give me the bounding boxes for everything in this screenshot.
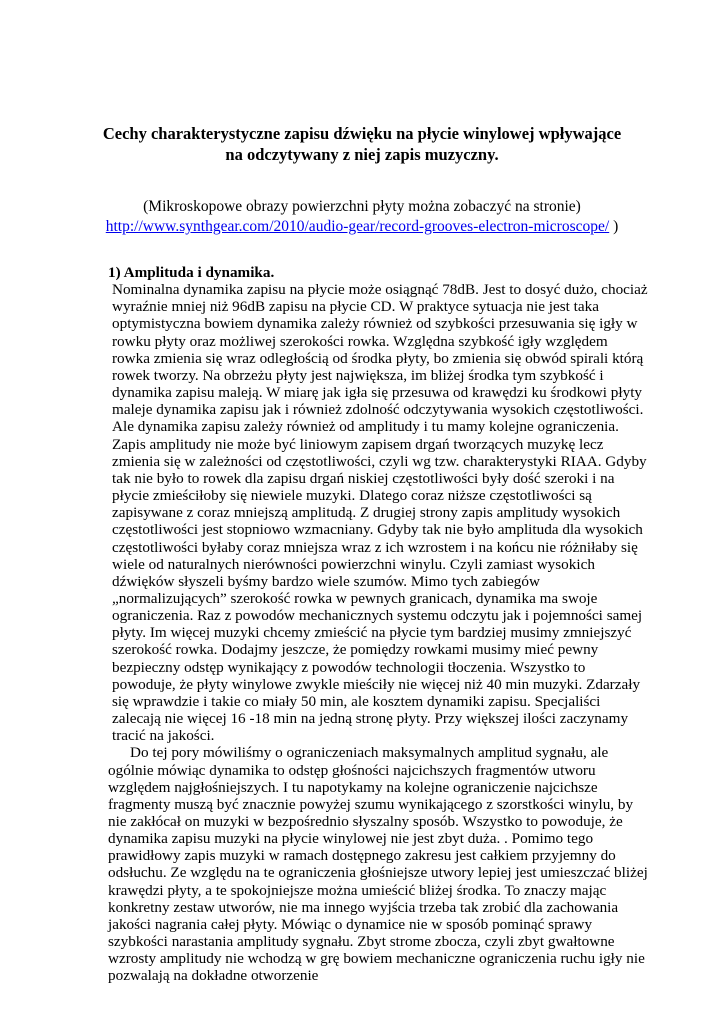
source-link[interactable]: http://www.synthgear.com/2010/audio-gear/record-grooves-electron-microscope/ [105, 218, 610, 235]
source-note-closing: ) [609, 218, 619, 235]
section-amplitude-dynamics [108, 264, 648, 985]
source-note-text: (Mikroskopowe obrazy powierzchni płyty można zobaczyć na stronie) [143, 198, 581, 215]
source-note [60, 197, 664, 237]
paragraph-2: Do tej pory mówiliśmy o ograniczeniach maksymalnych amplitud sygnału, ale ogólnie mówiąc dynamika to odstęp głośności najcichszych fragmentów utworu względem najgłośniejszych. I tu napotykamy na kolejne ograniczenie najcichsze fragmenty muszą być znacznie powyżej szumu wynikającego z szorstkości winylu, by nie zakłócał on muzyki w bezpośrednio słyszalny sposób. Wszystko to powoduje, że dynamika zapisu muzyki na płycie winylowej nie jest zbyt duża. . Pomimo tego prawidłowy zapis muzyki w ramach dostępnego zakresu jest całkiem przyjemny do odsłuchu. Ze względu na te ograniczenia głośniejsze utwory lepiej jest umieszczać bliżej krawędzi płyty, a te spokojniejsze można umieścić bliżej środka. To znaczy mając konkretny zestaw utworów, nie ma innego wyjścia trzeba tak zrobić dla zachowania jakości nagrania całej płyty. Mówiąc o dynamice nie w sposób pominąć sprawy szybkości narastania amplitudy sygnału. Zbyt strome zbocza, czyli zbyt gwałtowne wzrosty amplitudy nie wchodzą w grę bowiem mechaniczne ograniczenia ruchu igły nie pozwalają na dokładne otworzenie [108, 744, 648, 985]
title-line-2: na odczytywany z niej zapis muzyczny. [225, 145, 499, 164]
paragraph-1: Nominalna dynamika zapisu na płycie może osiągnąć 78dB. Jest to dosyć dużo, chociaż wyraźnie mniej niż 96dB zapisu na płycie CD. W praktyce sytuacja nie jest taka optymistyczna bowiem dynamika zależy również od szybkości przesuwania się igły w rowku płyty oraz możliwej szerokości rowka. Względna szybkość igły względem rowka zmienia się wraz odległością od środka płyty, bo zmienia się obwód spirali którą rowek tworzy. Na obrzeżu płyty jest największa, im bliżej środka tym szybkość i dynamika zapisu maleją. W miarę jak igła się przesuwa od krawędzi ku środkowi płyty maleje dynamika zapisu jak i również zdolność odczytywania wysokich częstotliwości. Ale dynamika zapisu zależy również od amplitudy i tu mamy kolejne ograniczenia. Zapis amplitudy nie może być liniowym zapisem drgań tworzących muzykę lecz zmienia się w zależności od częstotliwości, czyli wg tzw. charakterystyki RIAA. Gdyby tak nie było to rowek dla zapisu drgań niskiej częstotliwości były dość szeroki i na płycie zmieściłoby się niewiele muzyki. Dlatego coraz niższe częstotliwości są zapisywane z coraz mniejszą amplitudą. Z drugiej strony zapis amplitudy wysokich częstotliwości jest stopniowo wzmacniany. Gdyby tak nie było amplituda dla wysokich częstotliwości byłaby coraz mniejsza wraz z ich wzrostem i na końcu nie różniłaby się wiele od naturalnych nierówności powierzchni winylu. Czyli zamiast wysokich dźwięków słyszeli byśmy bardzo wiele szumów. Mimo tych zabiegów „normalizujących” szerokość rowka w pewnych granicach, dynamika ma swoje ograniczenia. Raz z powodów mechanicznych systemu odczytu jak i pojemności samej płyty. Im więcej muzyki chcemy zmieścić na płycie tym bardziej musimy zmniejszyć szerokość rowka. Dodajmy jeszcze, że pomiędzy rowkami musimy mieć pewny bezpieczny odstęp wynikający z powodów technologii tłoczenia. Wszystko to powoduje, że płyty winylowe zwykle mieściły nie więcej niż 40 min muzyki. Zdarzały się wprawdzie i takie co miały 50 min, ale kosztem dynamiki zapisu. Specjaliści zalecają nie więcej 16 -18 min na jedną stronę płyty. Przy większej ilości zaczynamy tracić na jakości. [112, 281, 648, 745]
section-heading: 1) Amplituda i dynamika. [108, 264, 275, 281]
title-line-1: Cechy charakterystyczne zapisu dźwięku na płycie winylowej wpływające [102, 124, 622, 143]
page-title [60, 123, 664, 165]
source-note-link-line [60, 217, 664, 237]
